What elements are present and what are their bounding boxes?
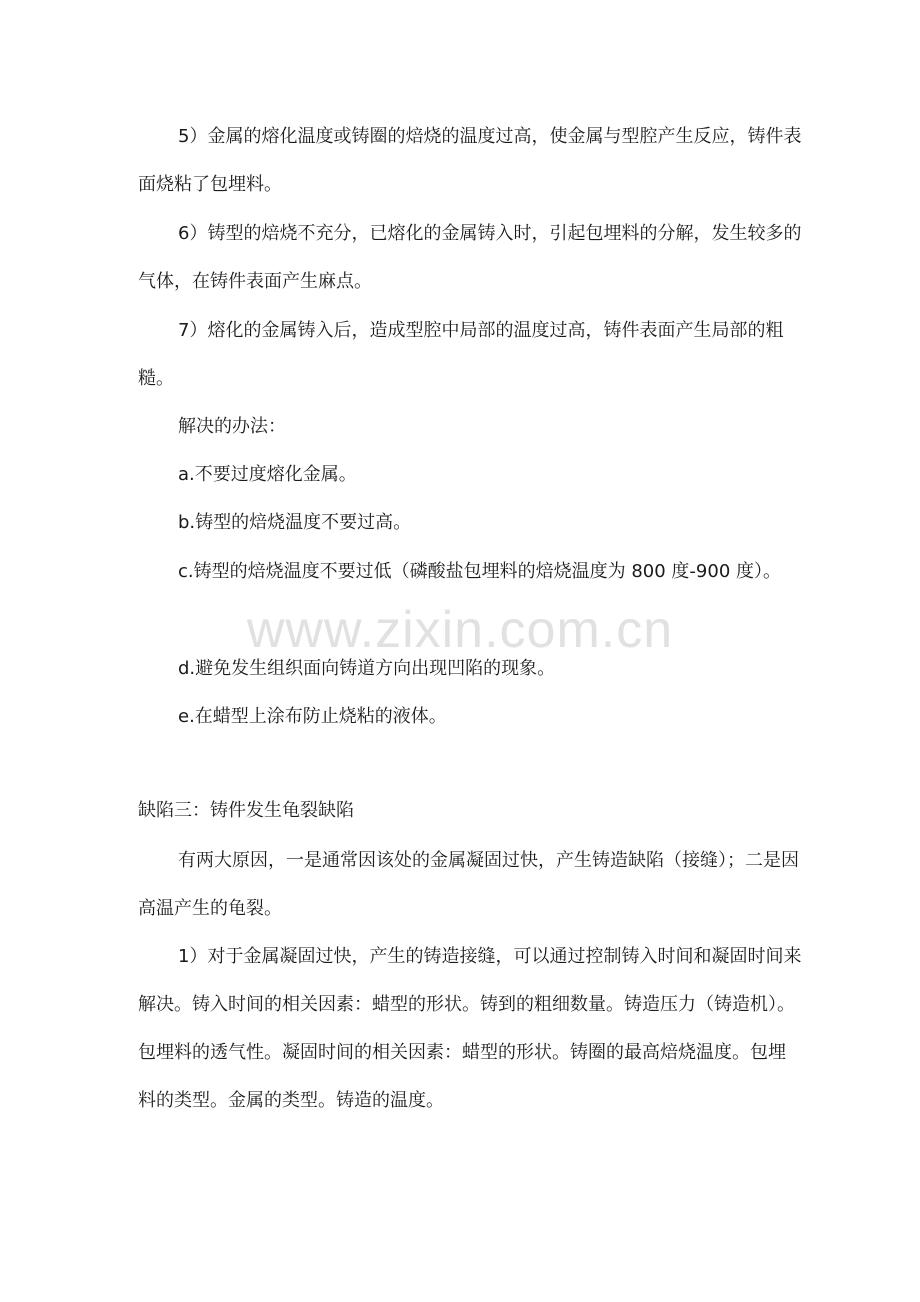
solution-e: e.在蜡型上涂布防止烧粘的液体。 [178, 706, 447, 727]
paragraph-cause-6: 6）铸型的焙烧不充分，已熔化的金属铸入时，引起包埋料的分解，发生较多的气体，在铸件表面产生麻点。 [138, 223, 802, 292]
paragraph-cause-7: 7）熔化的金属铸入后，造成型腔中局部的温度过高，铸件表面产生局部的粗糙。 [138, 320, 784, 389]
paragraph-two-causes: 有两大原因，一是通常因该处的金属凝固过快，产生铸造缺陷（接缝）；二是因高温产生的龟裂。 [138, 850, 799, 919]
section-heading-defect-3: 缺陷三：铸件发生龟裂缺陷 [138, 800, 354, 821]
solution-a: a.不要过度熔化金属。 [178, 464, 357, 485]
paragraph-cause-5: 5）金属的熔化温度或铸圈的焙烧的温度过高，使金属与型腔产生反应，铸件表面烧粘了包埋料。 [138, 126, 802, 195]
watermark: www.zixin.com.cn [246, 601, 674, 659]
paragraph-cause-1: 1）对于金属凝固过快，产生的铸造接缝，可以通过控制铸入时间和凝固时间来解决。铸入时间的相关因素：蜡型的形状。铸到的粗细数量。铸造压力（铸造机）。包埋料的透气性。凝固时间的相关因素：蜡型的形状。铸圈的最高焙烧温度。包埋料的类型。金属的类型。铸造的温度。 [138, 946, 802, 1111]
solution-b: b.铸型的焙烧温度不要过高。 [178, 512, 412, 533]
solution-c: c.铸型的焙烧温度不要过低（磷酸盐包埋料的焙烧温度为 800 度-900 度）。 [178, 561, 781, 582]
solutions-heading: 解决的办法： [178, 416, 286, 437]
solution-d: d.避免发生组织面向铸道方向出现凹陷的现象。 [178, 658, 556, 679]
